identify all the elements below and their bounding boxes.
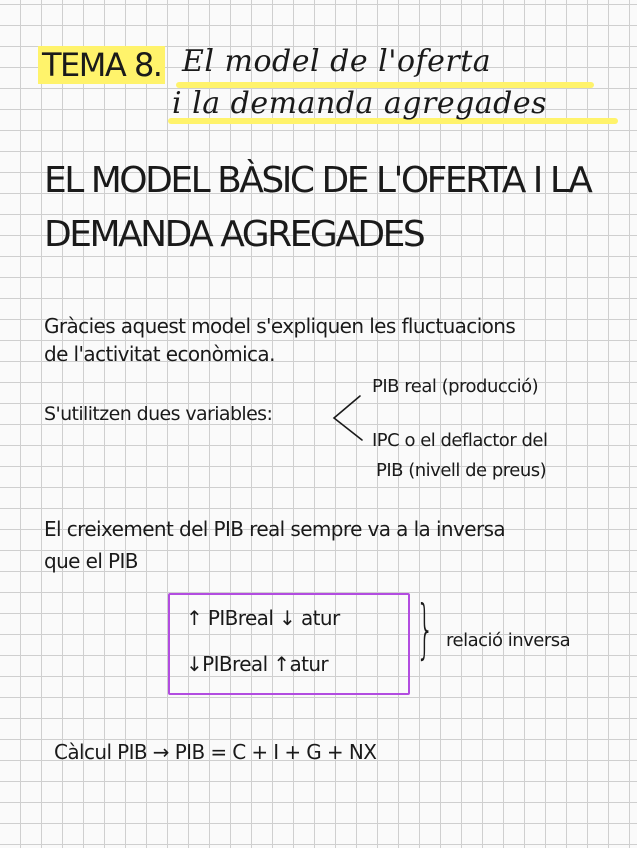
- relation-row-1: ↑ PIBreal ↓ atur: [186, 606, 340, 630]
- variable-item-2-line-1: IPC o el deflactor del: [372, 430, 548, 451]
- variable-item-1: PIB real (producció): [372, 376, 539, 397]
- variable-item-2-line-2: PIB (nivell de preus): [376, 460, 547, 481]
- growth-line-1: El creixement del PIB real sempre va a la inversa: [44, 517, 506, 541]
- intro-line-1: Gràcies aquest model s'expliquen les fluctuacions: [44, 314, 516, 338]
- gdp-formula: Càlcul PIB → PIB = C + I + G + NX: [54, 740, 377, 764]
- title-line-1: El model de l'oferta: [182, 44, 492, 79]
- variables-label: S'utilitzen dues variables:: [44, 403, 273, 425]
- relation-row-2: ↓PIBreal ↑atur: [186, 652, 329, 676]
- section-heading-line-2: DEMANDA AGREGADES: [44, 214, 424, 255]
- curly-brace-icon: }: [416, 593, 435, 667]
- topic-number: TEMA 8.: [38, 46, 165, 84]
- section-heading-line-1: EL MODEL BÀSIC DE L'OFERTA I LA: [44, 160, 591, 201]
- relation-label: relació inversa: [446, 630, 571, 651]
- growth-line-2: que el PIB: [44, 549, 138, 573]
- title-line-2: i la demanda agregades: [172, 86, 548, 121]
- intro-line-2: de l'activitat econòmica.: [44, 342, 275, 366]
